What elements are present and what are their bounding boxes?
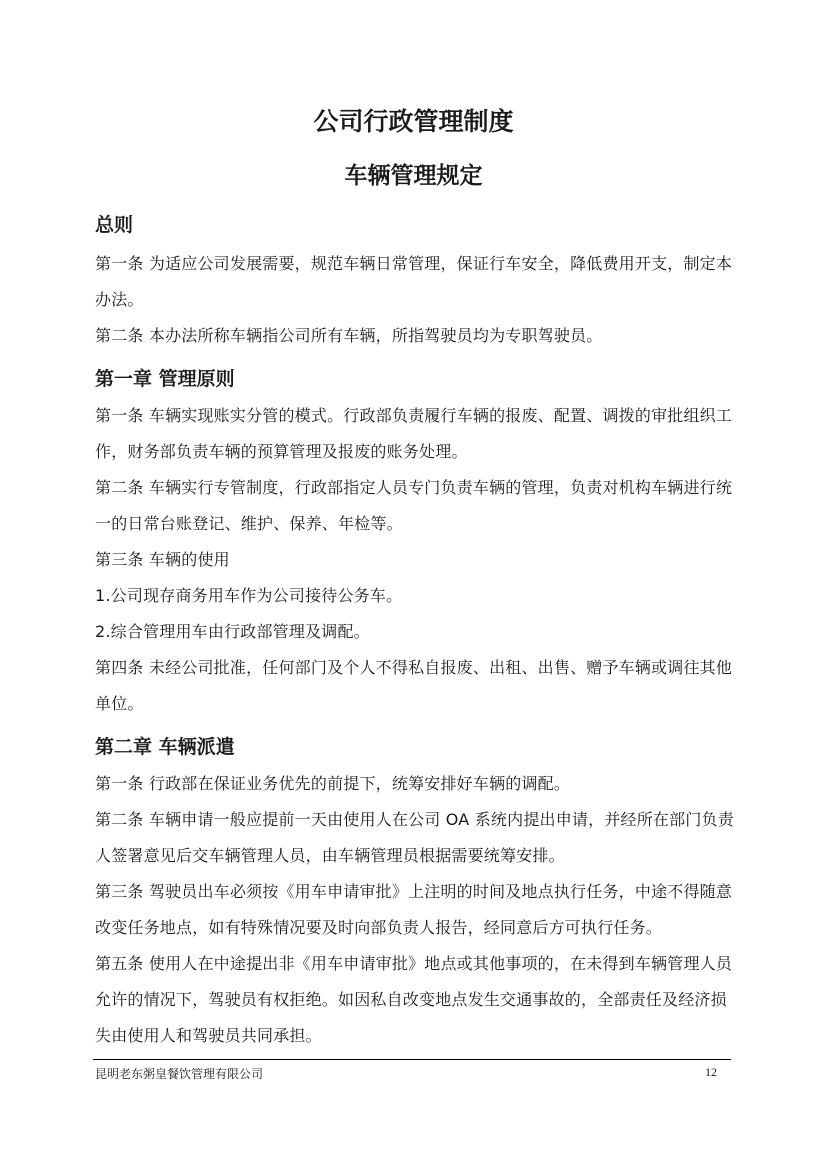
paragraph: 第四条 未经公司批准，任何部门及个人不得私自报废、出租、出售、赠予车辆或调往其他单位。 xyxy=(95,658,733,713)
list-item: 1.公司现存商务用车作为公司接待公务车。 xyxy=(95,586,403,605)
paragraph: 第二条 本办法所称车辆指公司所有车辆，所指驾驶员均为专职驾驶员。 xyxy=(95,326,603,345)
paragraph: 第一条 车辆实现账实分管的模式。行政部负责履行车辆的报废、配置、调拨的审批组织工作，财务部负责车辆的预算管理及报废的账务处理。 xyxy=(95,406,733,461)
paragraph: 第二条 车辆申请一般应提前一天由使用人在公司 OA 系统内提出申请，并经所在部门负责人签署意见后交车辆管理人员，由车辆管理员根据需要统筹安排。 xyxy=(95,810,734,865)
paragraph: 第二条 车辆实行专管制度，行政部指定人员专门负责车辆的管理，负责对机构车辆进行统一的日常台账登记、维护、保养、年检等。 xyxy=(95,478,733,533)
paragraph: 第一条 为适应公司发展需要，规范车辆日常管理，保证行车安全，降低费用开支，制定本办法。 xyxy=(95,254,733,309)
section-heading-chapter2: 第二章 车辆派遣 xyxy=(95,736,235,758)
footer-divider xyxy=(93,1059,731,1060)
paragraph: 第一条 行政部在保证业务优先的前提下，统筹安排好车辆的调配。 xyxy=(95,774,571,793)
document-subtitle: 车辆管理规定 xyxy=(344,163,483,189)
paragraph: 第三条 车辆的使用 xyxy=(95,550,230,569)
section-heading-chapter1: 第一章 管理原则 xyxy=(95,368,235,390)
paragraph: 第三条 驾驶员出车必须按《用车申请审批》上注明的时间及地点执行任务，中途不得随意改变任务地点，如有特殊情况要及时向部负责人报告，经同意后方可执行任务。 xyxy=(95,882,733,937)
section-heading-general: 总则 xyxy=(95,214,134,236)
document-title: 公司行政管理制度 xyxy=(313,107,514,136)
list-item: 2.综合管理用车由行政部管理及调配。 xyxy=(95,622,370,641)
paragraph: 第五条 使用人在中途提出非《用车申请审批》地点或其他事项的，在未得到车辆管理人员允许的情况下，驾驶员有权拒绝。如因私自改变地点发生交通事故的，全部责任及经济损失由使用人和驾驶员共同承担。 xyxy=(95,954,733,1045)
footer-company-name: 昆明老东粥皇餐饮管理有限公司 xyxy=(95,1067,264,1081)
page-number: 12 xyxy=(705,1065,717,1079)
